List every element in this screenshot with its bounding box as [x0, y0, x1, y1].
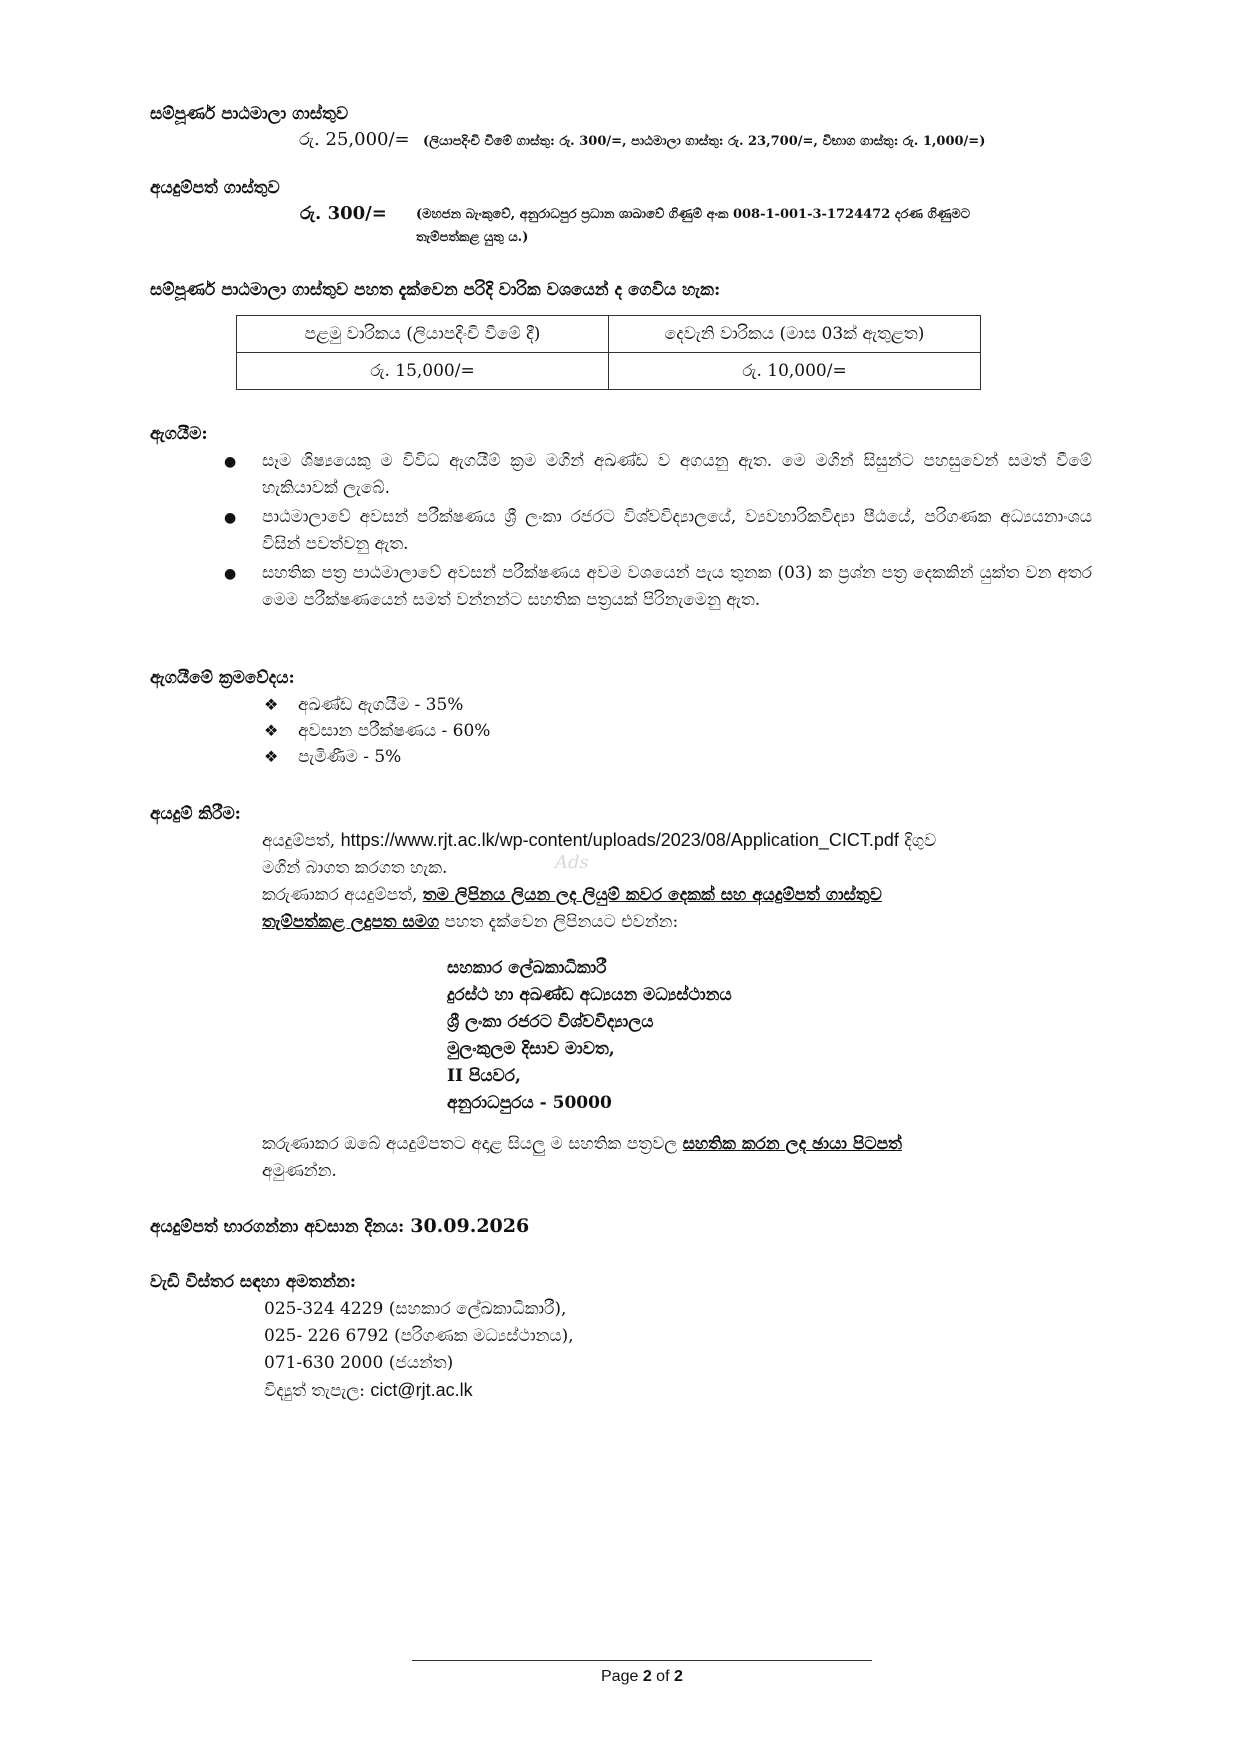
course-fee-heading: සම්පූර්ණ පාඨමාලා ගාස්තුව: [150, 104, 349, 124]
applying-line-1: [262, 827, 936, 855]
watermark: Ads: [555, 852, 589, 873]
deadline-date: 30.09.2026: [410, 1215, 530, 1237]
applying-line-4-emphasis: තැම්පත්කළ ලදුපත සමග: [262, 912, 440, 932]
installment-1-header: පළමු වාරිකය (ලියාපදිංචි වීමේ දී): [237, 316, 609, 353]
applying-line-6: අමුණන්න.: [262, 1161, 337, 1181]
application-fee-heading: අයදුම්පත් ගාස්තුව: [150, 178, 280, 198]
assessment-heading: ඇගයීම:: [150, 424, 208, 444]
applying-line-1-start: අයදුම්පත්,: [262, 831, 341, 851]
application-fee-note-line2: තැම්පත්කළ යුතු ය.): [416, 230, 529, 245]
method-item-3: පැමිණීම - 5%: [298, 747, 402, 767]
applying-line-3: [262, 882, 882, 909]
applying-line-2: මගින් බාගත කරගත හැක.: [262, 858, 448, 878]
contact-phone-2: 025- 226 6792 (පරිගණක මධ්‍යස්ථානය),: [264, 1326, 574, 1346]
diamond-bullet-icon: ❖: [264, 721, 279, 740]
deadline-label: අයදුම්පත් භාරගන්නා අවසාන දිනය:: [150, 1217, 411, 1237]
page-number: [601, 1668, 683, 1686]
assessment-bullet-2: පාඨමාලාවේ අවසන් පරීක්ෂණය ශ්‍රී ලංකා රජරට විශ්වවිද්‍යාලයේ, ව්‍යවහාරිකවිද්‍යා පීඨයේ, පරිගණක අධ්‍යයනාංශය විසින් පවත්වනු ඇත.: [262, 507, 1092, 554]
course-fee-amount: රු. 25,000/=: [299, 129, 410, 150]
applying-heading: අයදුම් කිරීම:: [150, 804, 241, 824]
application-form-url[interactable]: https://www.rjt.ac.lk/wp-content/uploads/2023/08/Application_CICT.pdf: [340, 830, 899, 850]
installments-header-row: [237, 316, 981, 353]
applying-line-3-start: කරුණාකර අයදුම්පත්,: [262, 885, 423, 905]
address-line-6: අනුරාධපුරය - 50000: [447, 1093, 612, 1113]
applying-line-5: [262, 1131, 902, 1158]
installment-2-value: රු. 10,000/=: [609, 353, 981, 390]
bullet-icon: ●: [224, 566, 237, 582]
installments-heading: සම්පූර්ණ පාඨමාලා ගාස්තුව පහත දැක්වෙන පරිදි වාරික වශයෙන් ද ගෙවිය හැක:: [150, 280, 721, 300]
installment-1-value: රු. 15,000/=: [237, 353, 609, 390]
contact-phone-3: 071-630 2000 (ජයන්ත): [264, 1353, 454, 1373]
diamond-bullet-icon: ❖: [264, 695, 279, 714]
page-middle: of: [651, 1668, 674, 1685]
application-fee-note-line1: (මහජන බැංකුවේ, අනුරාධපුර ප්‍රධාන ශාඛාවේ ගිණුම් අංක 008-1-001-3-1724472 දරණ ගිණුමට: [416, 207, 971, 222]
address-line-3: ශ්‍රී ලංකා රජරට විශ්වවිද්‍යාලය: [447, 1012, 654, 1032]
course-fee-breakdown: (ලියාපදිංචි වීමේ ගාස්තු: රු. 300/=, පාඨමාලා ගාස්තු: රු. 23,700/=, විභාග ගාස්තු: රු. 1,000/=): [423, 134, 986, 149]
method-item-1: අඛණ්ඩ ඇගයීම - 35%: [298, 695, 464, 715]
page-prefix: Page: [601, 1668, 643, 1685]
address-line-4: මුලංකුලම දිසාව මාවත,: [447, 1039, 615, 1059]
address-line-5: II පියවර,: [447, 1066, 521, 1086]
contact-phone-1: 025-324 4229 (සහකාර ලේඛකාධිකාරී),: [264, 1299, 567, 1319]
footer-divider: [412, 1660, 872, 1661]
diamond-bullet-icon: ❖: [264, 747, 279, 766]
applying-line-5-start: කරුණාකර ඔබේ අයදුම්පතට අදාළ සියලු ම සහතික පත්‍රවල: [262, 1134, 683, 1154]
applying-line-3-emphasis: තම ලිපිනය ලියන ලද ලියුම් කවර දෙකක් සහ අයදුම්පත් ගාස්තුව: [422, 885, 882, 905]
address-line-2: දුරස්ථ හා අඛණ්ඩ අධ්‍යයන මධ්‍යස්ථානය: [447, 985, 732, 1005]
contact-email-line: [264, 1377, 473, 1405]
address-line-1: සහකාර ලේඛකාධිකාරී: [447, 958, 607, 978]
installments-table: [236, 315, 981, 390]
installments-value-row: [237, 353, 981, 390]
bullet-icon: ●: [224, 510, 237, 526]
bullet-icon: ●: [224, 454, 237, 470]
deadline: [150, 1215, 529, 1237]
contact-email-label: විද්‍යුත් තැපැල:: [264, 1381, 371, 1401]
installment-2-header: දෙවැනි වාරිකය (මාස 03ක් ඇතුළත): [609, 316, 981, 353]
assessment-bullet-1: සෑම ශිෂ්‍යයෙකු ම විවිධ ඇගයීම් ක්‍රම මගින් අඛණ්ඩ ව අගයනු ඇත. මෙ මගින් සිසුන්ට පහසුවෙන් සමත් වීමේ හැකියාවක් ලැබේ.: [262, 451, 1092, 498]
applying-line-1-end: දිගුව: [898, 831, 937, 851]
applying-line-5-emphasis: සහතික කරන ලද ඡායා පිටපත්: [682, 1134, 902, 1154]
applying-line-4-end: පහත දැක්වෙන ලිපිනයට එවන්න:: [439, 912, 679, 932]
assessment-bullet-3: සහතික පත්‍ර පාඨමාලාවේ අවසන් පරීක්ෂණය අවම වශයෙන් පැය තුනක (03) ක ප්‍රශ්න පත්‍ර දෙකකින් යුක්ත වන අතර මෙම පරීක්ෂණයෙන් සමත් වන්නන්ට සහතික පත්‍රයක් පිරිනැමෙනු ඇත.: [262, 563, 1092, 610]
page-total: 2: [673, 1668, 683, 1685]
method-heading: ඇගයීමේ ක්‍රමවේදය:: [150, 668, 295, 688]
contact-email[interactable]: cict@rjt.ac.lk: [370, 1380, 473, 1400]
page-current: 2: [642, 1668, 652, 1685]
applying-line-4: [262, 909, 678, 936]
method-item-2: අවසාන පරීක්ෂණය - 60%: [298, 721, 491, 741]
contact-heading: වැඩි විස්තර සඳහා අමතන්න:: [150, 1272, 357, 1292]
application-fee-amount: රු. 300/=: [300, 203, 387, 224]
